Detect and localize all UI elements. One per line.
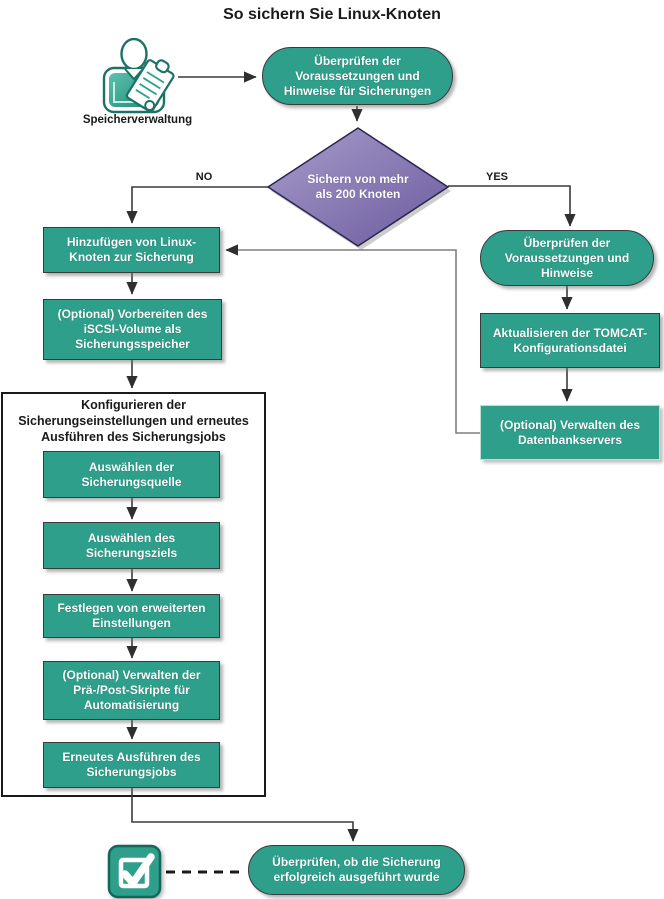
node-prepare-iscsi: (Optional) Vorbereiten des iSCSI-Volume als Sicherungsspeicher xyxy=(43,299,222,360)
edge-label-yes: YES xyxy=(485,171,508,183)
connector-decision-yes-branch xyxy=(448,186,570,226)
node-rerun-backup-job: Erneutes Ausführen des Sicherungsjobs xyxy=(43,742,220,788)
connector-decision-no-branch xyxy=(132,187,268,223)
decision-label: Sichern von mehr als 200 Knoten xyxy=(307,172,409,201)
node-update-tomcat: Aktualisieren der TOMCAT-Konfigurationsdatei xyxy=(480,313,660,368)
actor-label: Speicherverwaltung xyxy=(82,114,193,126)
edge-label-no: NO xyxy=(195,171,213,183)
node-verify-backup: Überprüfen, ob die Sicherung erfolgreich ausgeführt wurde xyxy=(248,845,465,895)
storage-admin-clipboard-icon xyxy=(92,38,180,116)
node-manage-scripts: (Optional) Verwalten der Prä-/Post-Skripte für Automatisierung xyxy=(43,661,220,720)
connector-group-to-verify xyxy=(132,788,353,841)
node-check-prereq-notes: Überprüfen der Voraussetzungen und Hinweise xyxy=(480,230,654,286)
node-select-source: Auswählen der Sicherungsquelle xyxy=(43,451,220,498)
node-advanced-settings: Festlegen von erweiterten Einstellungen xyxy=(43,594,220,638)
connector-db-to-addnodes-feedback xyxy=(226,250,480,433)
node-check-prereq-backup: Überprüfen der Voraussetzungen und Hinweise für Sicherungen xyxy=(262,47,453,105)
page-title: So sichern Sie Linux-Knoten xyxy=(223,6,441,23)
checkbox-checked-icon xyxy=(107,844,163,899)
node-select-destination: Auswählen des Sicherungsziels xyxy=(43,522,220,569)
group-title: Konfigurieren der Sicherungseinstellungen und erneutes Ausführen des Sicherungsjobs xyxy=(18,398,249,444)
node-add-linux-nodes: Hinzufügen von Linux-Knoten zur Sicherung xyxy=(43,227,220,273)
node-manage-db-server: (Optional) Verwalten des Datenbankservers xyxy=(480,405,660,460)
